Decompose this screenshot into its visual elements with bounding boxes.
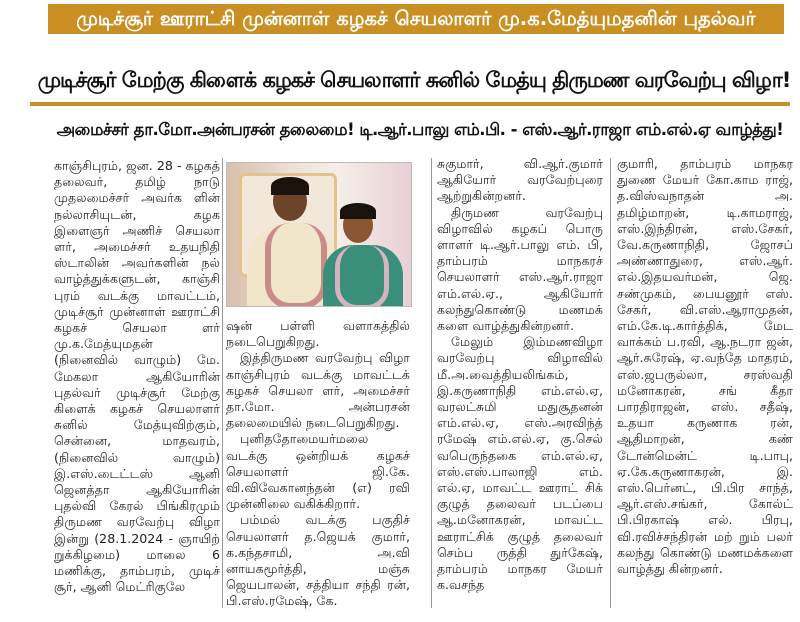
column-2-para-4: பம்மல் வடக்கு பகுதிச் செயலாளர் த.ஜெயக் குமார், க.கந்தசாமி, அ.வி னாயகமூர்த்தி, மஞ்சு ஜெயபாலன், சத்தியா சந்தி ரன், பி.எஸ்.ரமேஷ், கே. [226,512,410,609]
column-divider [610,158,611,608]
headline-underline [30,102,790,106]
article-column-3 [437,158,603,593]
column-2-para-3: புனிததோமையர்மலை வடக்கு ஒன்றியக் கழகச் செயலாளர் ஜி.கே. வி.விவேகானந்தன் (எ) ரவி முன்னிலை வகிக்கிறார். [226,431,410,512]
wedding-couple-photo [226,162,412,307]
subheadline: அமைச்சர் தா.மோ.அன்பரசன் தலைமை! டி.ஆர்.பாலு எம்.பி. - எஸ்.ஆர்.ராஜா எம்.எல்.ஏ வாழ்த்து! [56,120,784,139]
article-column-2 [226,318,410,610]
kicker-banner: முடிச்சூர் ஊராட்சி முன்னாள் கழகச் செயலாளர் மு.க.மேத்யுமதனின் புதல்வர் [48,4,784,34]
column-3-para-3: மேலும் இம்மணவிழா வரவேற்பு விழாவில் மீ.அ.வைத்தியலிங்கம், இ.கருணாநிதி எம்.எல்.ஏ, வரலட்சுமி மதுசூதனன் எம்.எல்.ஏ, எஸ்.அரவிந்த் ரமேஷ் எம்.எல்.ஏ, கு.செல் வபெருந்தகை எம்.எல்.ஏ, எஸ்.எஸ்.பாலாஜி எம். எல்.ஏ, மாவட்ட ஊராட் சிக் குழுத் தலைவர் படப்பை ஆ.மனோகரன், மாவட்ட ஊராட்சிக் குழுத் தலைவர் செம்ப ருத்தி துர்கேஷ், தாம்பரம் மாநகர மேயர் க.வசந்த [437,334,603,593]
column-4-text: குமாரி, தாம்பரம் மாநகர துணை மேயர் கோ.காம ராஜ், த.விஸ்வநாதன் அ. தமிழ்மாறன், டி.காமராஜ், எஸ்.இந்திரன், எஸ்.சேகர், வே.கருணாநிதி, ஜோசப் அண்ணாதுரை, எஸ்.ஆர். எல்.இதயவர்மன், ஜெ. சண்முகம், பையனூர் எஸ். சேகர், வி.எஸ்.ஆராமுதன், எம்.கே.டி.கார்த்திக், மேட வாக்கம் ப.ரவி, ஆ.நடரா ஜன், ஆர்.சுரேஷ், ஏ.வந்தே மாதரம், எஸ்.ஜபருல்லா, சரஸ்வதி மனோகரன், சங் கீதா பாரதிராஜன், எஸ். சதீஷ், உதயா கருணாக ரன், ஆதிமாறன், கண் டோன்மென்ட் டி.பாபு, ஏ.கே.கருணாகரன், இ. எஸ்.பெர்னட், பி.பிர சாந்த், ஆர்.எஸ்.சங்கர், கோல்ட் பி.பிரகாஷ் எல். பிரபு, வி.ரவிச்சந்திரன் மற் றும் பலர் கலந்து கொண்டு மணமக்களை வாழ்த்து கின்றனர். [617,156,793,577]
column-3-para-1: சுகுமார், வி.ஆர்.குமார் ஆகியோர் வரவேற்புரை ஆற்றுகின்றனர். [437,156,603,204]
column-2-para-1: ஷன் பள்ளி வளாகத்தில் நடைபெறுகிறது. [226,318,410,350]
article-column-1 [54,158,220,595]
column-divider [431,158,432,608]
column-2-para-2: இத்திருமண வரவேற்பு விழா காஞ்சிபுரம் வடக்கு மாவட்டக் கழகச் செயலா ளர், அமைச்சர் தா.மோ. அன்பரசன் தலைமையில் நடைபெறுகிறது. [226,350,410,431]
column-3-para-2: திருமண வரவேற்பு விழாவில் கழகப் பொரு ளாளர் டி.ஆர்.பாலு எம். பி, தாம்பரம் மாநகரச் செயலாளர் எஸ்.ஆர்.ராஜா எம்.எல்.ஏ., ஆகியோர் கலந்துகொண்டு மணமக் களை வாழ்த்துகின்றனர். [437,204,603,334]
headline: முடிச்சூர் மேற்கு கிளைக் கழகச் செயலாளர் சுனில் மேத்யு திருமண வரவேற்பு விழா! [37,68,791,92]
column-divider [222,158,223,608]
article-column-4 [617,158,793,577]
column-1-text: காஞ்சிபுரம், ஜன. 28 - கழகத் தலைவர், தமிழ் நாடு முதலமைச்சர் அவர்க ளின் நல்லாசியுடன், கழக இளைஞர் அணிச் செயலா ளர், அமைச்சர் உதயநிதி ஸ்டாலின் அவர்களின் நல் வாழ்த்துக்களுடன், காஞ்சி புரம் வடக்கு மாவட்டம், முடிச்சூர் முன்னாள் ஊராட்சி கழகச் செயலா ளர் மு.க.மேத்யுமதன் (நினைவில் வாழும்) மே. மேகலா ஆகியோரின் புதல்வர் முடிச்சூர் மேற்கு கிளைக் கழகச் செயலாளர் சுனில் மேத்யுவிற்கும், சென்னை, மாதவரம், (நினைவில் வாழும்) இ.எஸ்.டைட்டஸ் ஆனி ஜெனத்தா ஆகியோரின் புதல்வி கேரல் பிங்கிரமும் திருமண வரவேற்பு விழா இன்று (28.1.2024 - ஞாயிற் றுக்கிழமை) மாலை 6 மணிக்கு, தாம்பரம், முடிச் சூர், ஆனி மெட்ரிகுலே [54,158,220,595]
